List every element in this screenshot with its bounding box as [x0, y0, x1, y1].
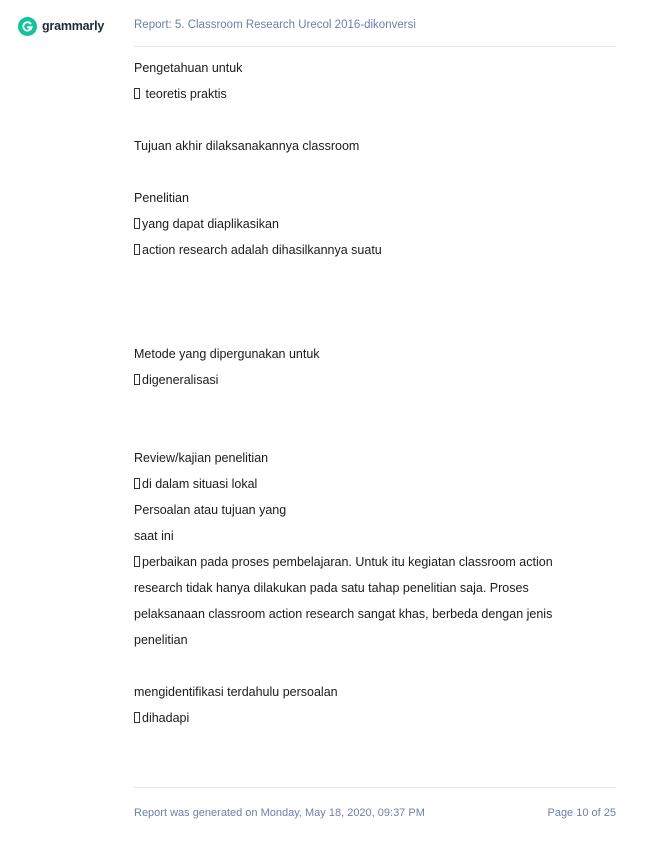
text-line — [134, 81, 604, 107]
text-line-content: saat ini — [134, 529, 174, 543]
text-line-content: Metode yang dipergunakan untuk — [134, 347, 320, 361]
text-line — [134, 549, 604, 575]
blank-line — [134, 315, 604, 341]
text-line — [134, 55, 604, 81]
text-line-content: Persoalan atau tujuan yang — [134, 503, 287, 517]
text-line-content: digeneralisasi — [142, 373, 219, 387]
blank-line — [134, 159, 604, 185]
text-line-content: dihadapi — [142, 711, 190, 725]
text-line-content: teoretis praktis — [142, 87, 227, 101]
grammarly-logo — [18, 16, 104, 36]
blank-line — [134, 653, 604, 679]
footer-divider — [134, 787, 616, 788]
brand-name: grammarly — [42, 19, 105, 33]
blank-line — [134, 263, 604, 289]
report-title: Report: 5. Classroom Research Urecol 2016-dikonversi — [134, 19, 416, 31]
text-line-content: Tujuan akhir dilaksanakannya classroom — [134, 139, 360, 153]
text-line — [134, 471, 604, 497]
blank-line — [134, 393, 604, 419]
text-line-content: di dalam situasi lokal — [142, 477, 258, 491]
text-line — [134, 497, 604, 523]
text-line-content: yang dapat diaplikasikan — [142, 217, 279, 231]
text-line — [134, 367, 604, 393]
text-line — [134, 627, 604, 653]
report-generated-text: Report was generated on Monday, May 18, 2020, 09:37 PM — [134, 807, 425, 819]
missing-glyph-icon — [134, 374, 140, 385]
text-line-content: penelitian — [134, 633, 188, 647]
text-line — [134, 601, 604, 627]
page-number: Page 10 of 25 — [547, 807, 616, 819]
text-line-content: pelaksanaan classroom action research sangat khas, berbeda dengan jenis — [134, 607, 553, 621]
text-line-content: perbaikan pada proses pembelajaran. Untuk itu kegiatan classroom action — [142, 555, 553, 569]
text-line-content: action research adalah dihasilkannya suatu — [142, 243, 382, 257]
report-body — [134, 55, 604, 731]
text-line-content: research tidak hanya dilakukan pada satu tahap penelitian saja. Proses — [134, 581, 529, 595]
text-line — [134, 445, 604, 471]
text-line — [134, 133, 604, 159]
text-line — [134, 679, 604, 705]
text-line — [134, 341, 604, 367]
text-line — [134, 575, 604, 601]
text-line — [134, 523, 604, 549]
missing-glyph-icon — [134, 244, 140, 255]
blank-line — [134, 419, 604, 445]
missing-glyph-icon — [134, 556, 140, 567]
text-line — [134, 211, 604, 237]
text-line-content: Pengetahuan untuk — [134, 61, 243, 75]
missing-glyph-icon — [134, 218, 140, 229]
text-line-content: mengidentifikasi terdahulu persoalan — [134, 685, 338, 699]
text-line-content: Review/kajian penelitian — [134, 451, 269, 465]
blank-line — [134, 107, 604, 133]
grammarly-g-icon — [18, 17, 37, 36]
text-line — [134, 237, 604, 263]
text-line — [134, 185, 604, 211]
blank-line — [134, 289, 604, 315]
missing-glyph-icon — [134, 712, 140, 723]
header-divider — [134, 46, 616, 47]
missing-glyph-icon — [134, 478, 140, 489]
text-line-content: Penelitian — [134, 191, 189, 205]
missing-glyph-icon — [134, 88, 140, 99]
text-line — [134, 705, 604, 731]
